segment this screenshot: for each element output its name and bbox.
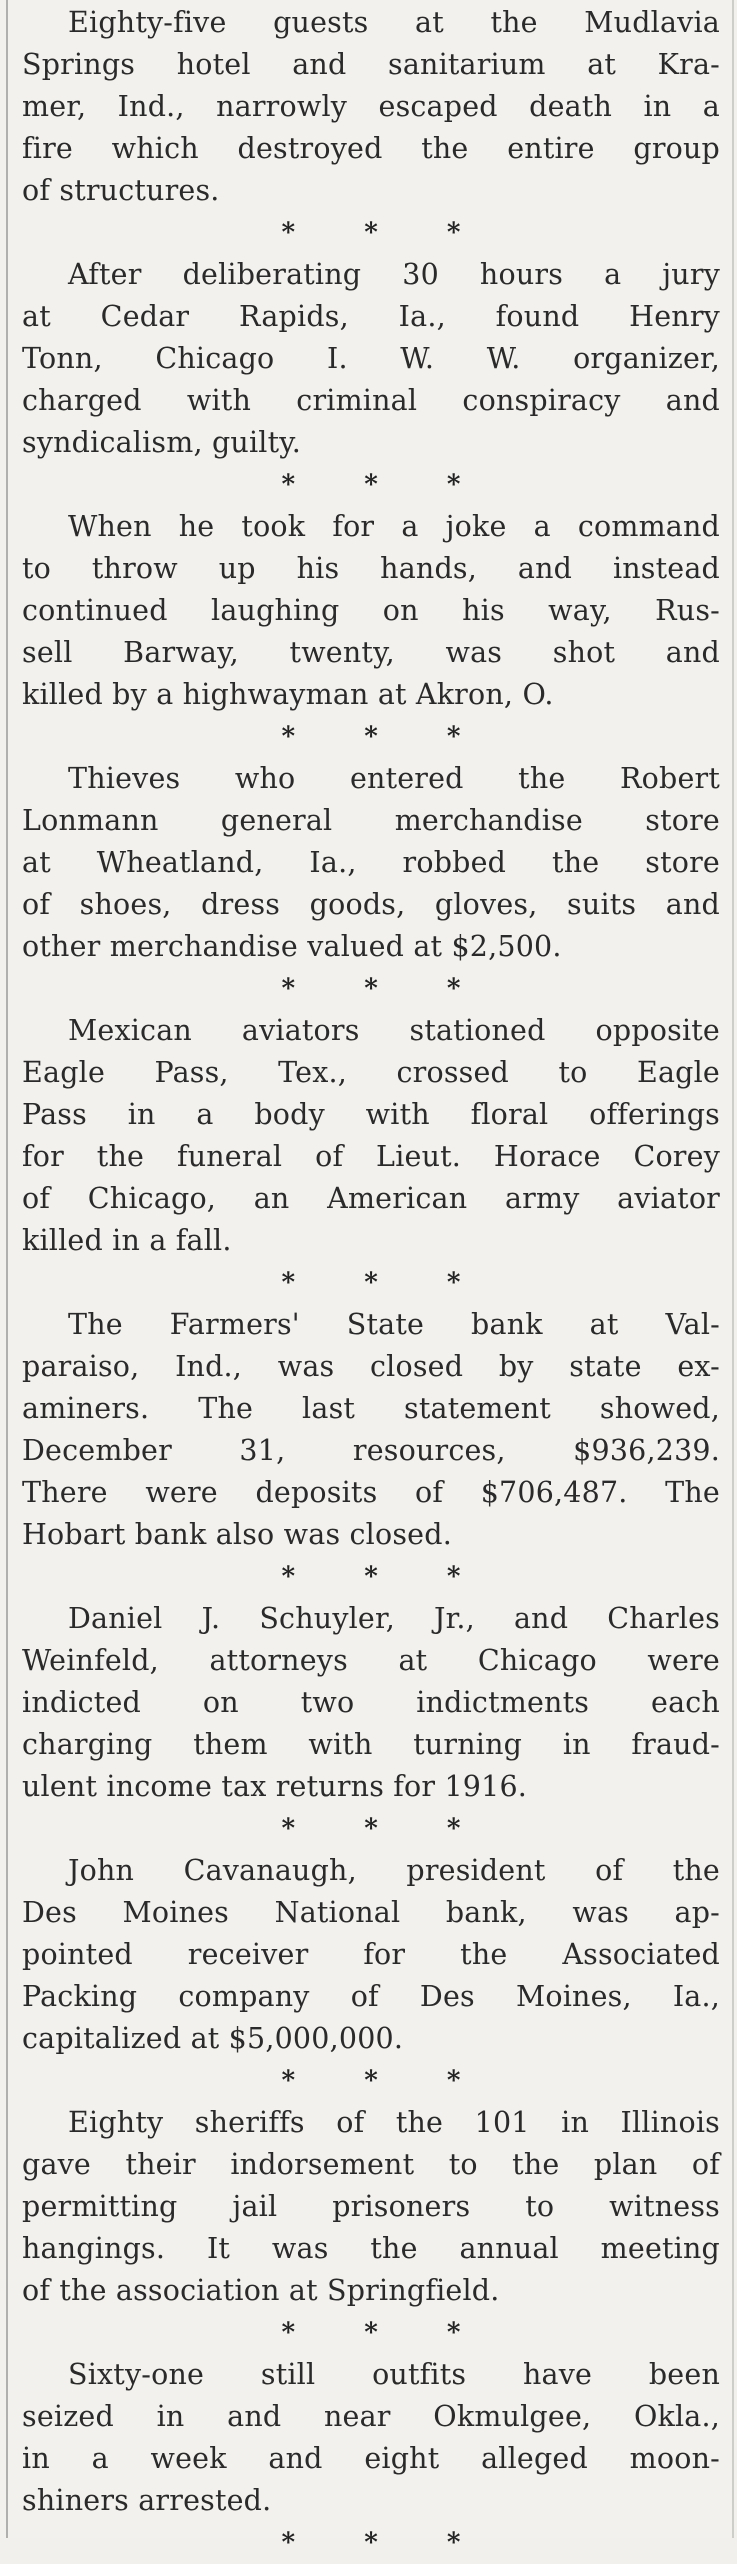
text-line: syndicalism, guilty.: [22, 426, 302, 459]
section-separator: * * *: [281, 1814, 491, 1844]
text-line: December 31, resources, $936,239.: [22, 1434, 720, 1467]
text-line: Weinfeld, attorneys at Chicago were: [22, 1644, 720, 1677]
text-line: Eagle Pass, Tex., crossed to Eagle: [22, 1056, 720, 1089]
text-line: After deliberating 30 hours a jury: [68, 258, 720, 291]
text-line: When he took for a joke a command: [68, 510, 720, 543]
text-line: at Wheatland, Ia., robbed the store: [22, 846, 720, 879]
text-line: fire which destroyed the entire group: [22, 132, 720, 165]
section-separator: * * *: [281, 974, 491, 1004]
text-line: Packing company of Des Moines, Ia.,: [22, 1980, 720, 2013]
text-line: Lonmann general merchandise store: [22, 804, 720, 837]
text-line: killed in a fall.: [22, 1224, 232, 1257]
news-item: [22, 2, 720, 212]
text-line: sell Barway, twenty, was shot and: [22, 636, 720, 669]
text-line: Eighty-five guests at the Mudlavia: [68, 6, 720, 39]
text-line: of shoes, dress goods, gloves, suits and: [22, 888, 720, 921]
news-item: [22, 758, 720, 968]
news-item: [22, 254, 720, 464]
text-line: Sixty-one still outfits have been: [68, 2358, 720, 2391]
text-line: hangings. It was the annual meeting: [22, 2232, 720, 2265]
section-separator: * * *: [281, 2066, 491, 2096]
news-item: [22, 1598, 720, 1808]
section-separator: * * *: [281, 1562, 491, 1592]
news-briefs-column: [22, 2, 720, 2564]
text-line: of structures.: [22, 174, 220, 207]
text-line: at Cedar Rapids, Ia., found Henry: [22, 300, 720, 333]
text-line: mer, Ind., narrowly escaped death in a: [22, 90, 720, 123]
column-rule-right: [732, 0, 734, 2538]
text-line: for the funeral of Lieut. Horace Corey: [22, 1140, 720, 1173]
section-separator: * * *: [281, 218, 491, 248]
text-line: charged with criminal conspiracy and: [22, 384, 720, 417]
text-line: Pass in a body with floral offerings: [22, 1098, 720, 1131]
text-line: pointed receiver for the Associated: [22, 1938, 720, 1971]
text-line: capitalized at $5,000,000.: [22, 2022, 404, 2055]
text-line: shiners arrested.: [22, 2484, 272, 2517]
news-item: [22, 1304, 720, 1556]
text-line: permitting jail prisoners to witness: [22, 2190, 720, 2223]
section-separator: * * *: [281, 722, 491, 752]
news-item: [22, 2102, 720, 2312]
text-line: other merchandise valued at $2,500.: [22, 930, 562, 963]
text-line: in a week and eight alleged moon-: [22, 2442, 720, 2475]
news-item: [22, 506, 720, 716]
section-separator: * * *: [281, 2318, 491, 2348]
news-item: [22, 2354, 720, 2522]
text-line: Hobart bank also was closed.: [22, 1518, 452, 1551]
text-line: Thieves who entered the Robert: [68, 762, 720, 795]
text-line: aminers. The last statement showed,: [22, 1392, 720, 1425]
text-line: Daniel J. Schuyler, Jr., and Charles: [68, 1602, 720, 1635]
text-line: continued laughing on his way, Rus-: [22, 594, 720, 627]
text-line: The Farmers' State bank at Val-: [68, 1308, 720, 1341]
text-line: charging them with turning in fraud-: [22, 1728, 720, 1761]
text-line: Springs hotel and sanitarium at Kra-: [22, 48, 720, 81]
text-line: There were deposits of $706,487. The: [22, 1476, 720, 1509]
text-line: to throw up his hands, and instead: [22, 552, 720, 585]
section-separator: * * *: [281, 2528, 491, 2558]
text-line: of the association at Springfield.: [22, 2274, 500, 2307]
news-item: [22, 1010, 720, 1262]
news-item: [22, 1850, 720, 2060]
text-line: Eighty sheriffs of the 101 in Illinois: [68, 2106, 720, 2139]
text-line: Tonn, Chicago I. W. W. organizer,: [22, 342, 720, 375]
text-line: Mexican aviators stationed opposite: [68, 1014, 720, 1047]
text-line: ulent income tax returns for 1916.: [22, 1770, 528, 1803]
column-rule-left: [6, 0, 8, 2538]
text-line: Des Moines National bank, was ap-: [22, 1896, 720, 1929]
text-line: John Cavanaugh, president of the: [68, 1854, 720, 1887]
text-line: paraiso, Ind., was closed by state ex-: [22, 1350, 720, 1383]
section-separator: * * *: [281, 1268, 491, 1298]
text-line: killed by a highwayman at Akron, O.: [22, 678, 554, 711]
text-line: gave their indorsement to the plan of: [22, 2148, 720, 2181]
text-line: of Chicago, an American army aviator: [22, 1182, 720, 1215]
section-separator: * * *: [281, 470, 491, 500]
text-line: seized in and near Okmulgee, Okla.,: [22, 2400, 720, 2433]
text-line: indicted on two indictments each: [22, 1686, 720, 1719]
